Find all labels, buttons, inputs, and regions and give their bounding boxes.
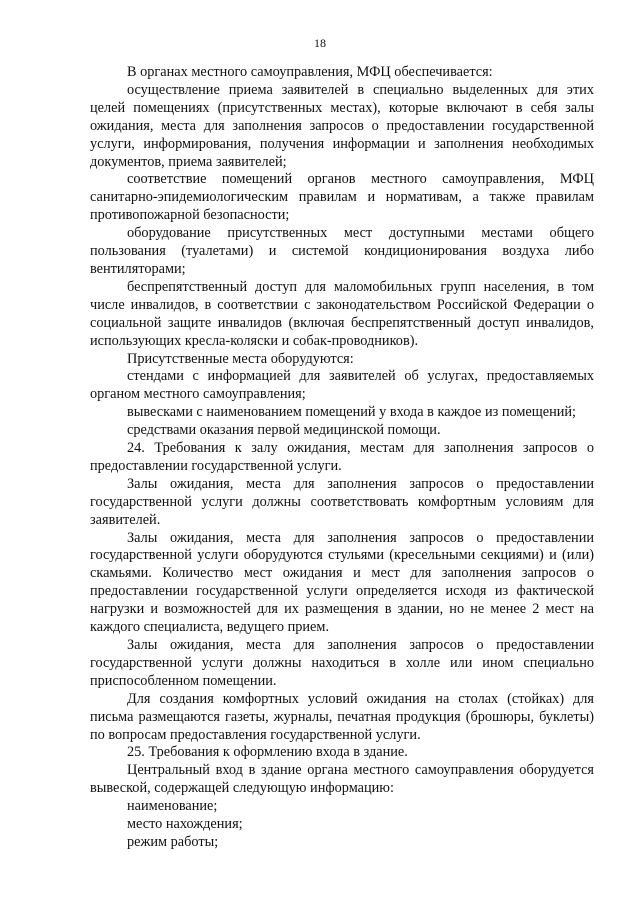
paragraph: Для создания комфортных условий ожидания на столах (стойках) для письма размещаются газеты, журналы, печатная продукция (брошюры, буклеты) по вопросам предоставления государственной услуги.: [90, 690, 594, 743]
paragraph: Залы ожидания, места для заполнения запросов о предоставлении государственной услуги оборудуются стульями (кресельными секциями) и (или) скамьями. Количество мест ожидания и мест для заполнения запросов о предоставлении государственной услуги определяется исходя из фактической нагрузки и возможностей для их размещения в здании, но не менее 2 мест на каждого специалиста, ведущего прием.: [90, 529, 594, 636]
paragraph: место нахождения;: [127, 816, 243, 833]
page-number: 18: [314, 36, 326, 50]
paragraph: Залы ожидания, места для заполнения запросов о предоставлении государственной услуги должны соответствовать комфортным условиям для заявителей.: [90, 475, 594, 528]
paragraph: беспрепятственный доступ для маломобильных групп населения, в том числе инвалидов, в соответствии с законодательством Российской Федерации о социальной защите инвалидов (включая беспрепятственный доступ инвалидов, использующих кресла-коляски и собак-проводников).: [90, 278, 594, 349]
section-heading-25: 25. Требования к оформлению входа в здание.: [127, 744, 408, 761]
paragraph: Залы ожидания, места для заполнения запросов о предоставлении государственной услуги должны находиться в холле или ином специально приспособленном помещении.: [90, 637, 594, 689]
paragraph: вывесками с наименованием помещений у входа в каждое из помещений;: [127, 404, 577, 421]
paragraph: режим работы;: [127, 833, 219, 850]
paragraph: осуществление приема заявителей в специально выделенных для этих целей помещениях (присутственных местах), которые включают в себя залы ожидания, места для заполнения запросов о предоставлении государственной услуги, информирования, получения информации и заполнения необходимых документов, приема заявителей;: [90, 81, 594, 170]
paragraph: Присутственные места оборудуются:: [127, 350, 354, 367]
paragraph: наименование;: [127, 798, 218, 815]
paragraph: средствами оказания первой медицинской помощи.: [127, 422, 441, 439]
document-body: [90, 64, 594, 852]
paragraph: Центральный вход в здание органа местного самоуправления оборудуется вывеской, содержащей следующую информацию:: [90, 762, 594, 797]
paragraph: оборудование присутственных мест доступными местами общего пользования (туалетами) и системой кондиционирования воздуха либо вентиляторами;: [90, 225, 594, 277]
section-heading-24: 24. Требования к залу ожидания, местам для заполнения запросов о предоставлении государственной услуги.: [90, 440, 594, 474]
paragraph: В органах местного самоуправления, МФЦ обеспечивается:: [127, 64, 493, 80]
paragraph: соответствие помещений органов местного самоуправления, МФЦ санитарно-эпидемиологическим правилам и нормативам, а также правилам противопожарной безопасности;: [90, 171, 594, 224]
paragraph: стендами с информацией для заявителей об услугах, предоставляемых органом местного самоуправления;: [90, 368, 594, 403]
